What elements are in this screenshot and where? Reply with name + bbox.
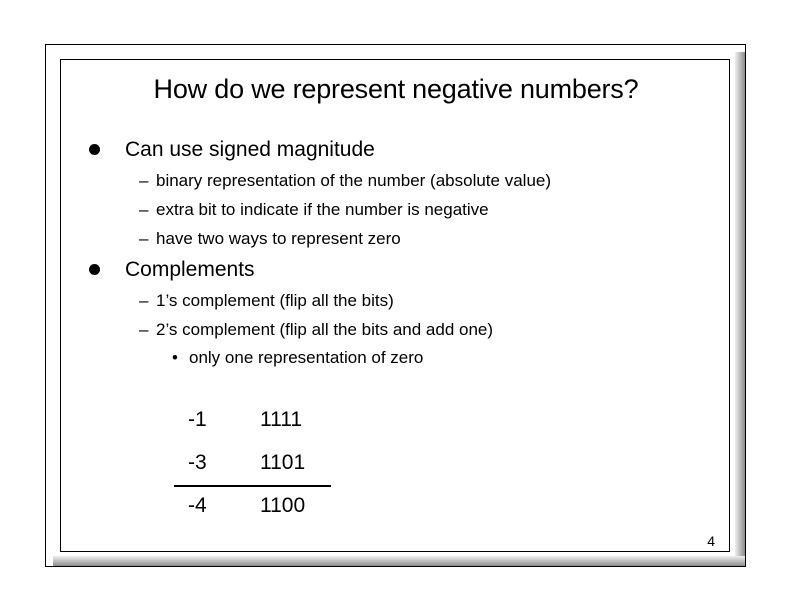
dash-marker: – (139, 171, 149, 190)
row-2-binary: 1101 (260, 451, 306, 474)
row-2-decimal: -3 (188, 451, 207, 474)
sub-bullet-label: extra bit to indicate if the number is negative (156, 200, 489, 219)
sub-bullet-label: have two ways to represent zero (156, 229, 401, 248)
bullet-label: Complements (125, 258, 255, 281)
sub-bullet-label: 2’s complement (flip all the bits and add one) (156, 320, 494, 339)
result-binary: 1100 (260, 494, 306, 517)
slide-panel (60, 59, 730, 552)
small-bullet-marker: • (172, 348, 178, 367)
dash-marker: – (139, 229, 149, 248)
row-1-binary: 1111 (260, 408, 303, 431)
subsub-bullet-label: only one representation of zero (189, 348, 424, 367)
sub-bullet-label: 1’s complement (flip all the bits) (156, 291, 394, 310)
bullet-label: Can use signed magnitude (125, 138, 375, 161)
dash-marker: – (139, 320, 149, 339)
page-number: 4 (707, 533, 715, 549)
dash-marker: – (139, 291, 149, 310)
result-decimal: -4 (188, 494, 207, 517)
frame-shadow-bottom (53, 556, 745, 566)
sub-bullet-label: binary representation of the number (absolute value) (156, 171, 552, 190)
slide-title: How do we represent negative numbers? (153, 74, 639, 104)
row-1-decimal: -1 (188, 408, 207, 431)
frame-shadow-right (735, 52, 745, 565)
dash-marker: – (139, 200, 149, 219)
sum-underline (174, 485, 331, 487)
bullet-dot-icon (89, 144, 100, 155)
bullet-dot-icon (89, 264, 100, 275)
